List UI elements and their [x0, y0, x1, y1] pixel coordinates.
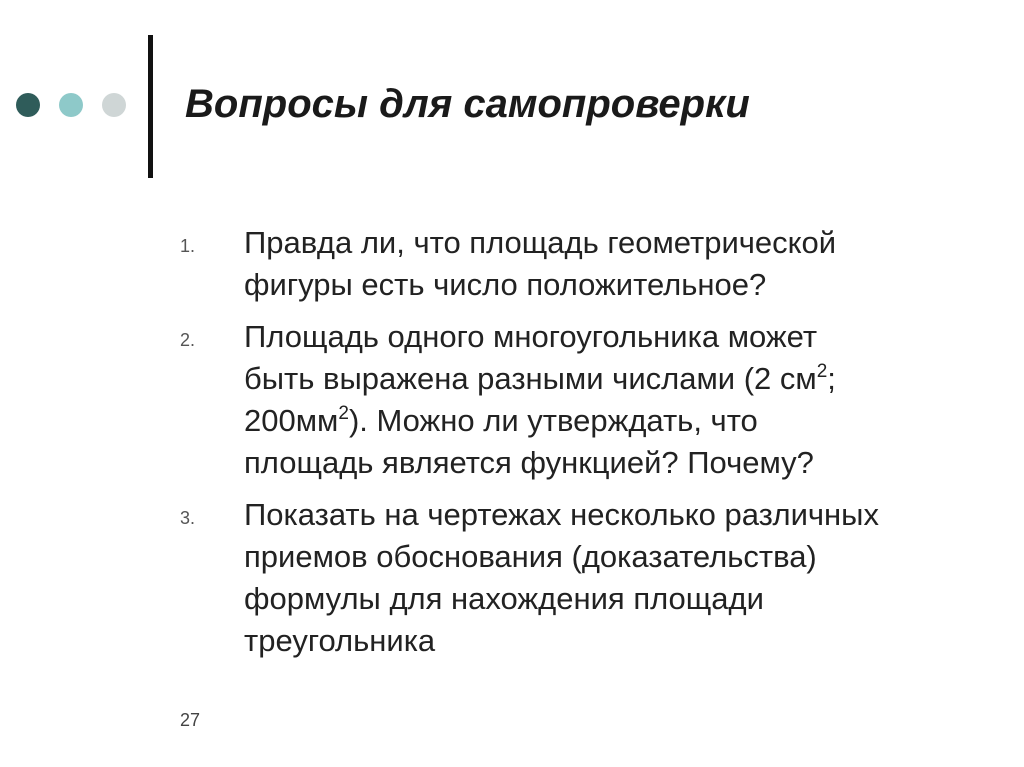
slide-title: Вопросы для самопроверки [185, 82, 750, 126]
question-text: Показать на чертежах несколько различных приемов обоснования (доказательства) формулы для нахождения площади треугольника [244, 497, 879, 658]
question-text: Правда ли, что площадь геометрической фигуры есть число положительное? [244, 225, 837, 302]
decorative-dot-dark [16, 93, 40, 117]
slide-number: 27 [180, 710, 201, 730]
question-item [180, 316, 880, 484]
superscript: 2 [816, 360, 828, 382]
superscript: 2 [338, 402, 349, 424]
question-item [180, 494, 880, 662]
title-divider [148, 35, 153, 178]
question-text-part: Площадь одного многоугольника может быть выражена разными числами (2 см [244, 319, 818, 396]
question-text-part: ; 200мм [244, 361, 836, 438]
question-list [180, 222, 880, 672]
question-item [180, 222, 880, 306]
decorative-dot-teal [59, 93, 83, 117]
question-number: 1. [180, 236, 196, 256]
question-text [244, 316, 880, 484]
question-text-part: ). Можно ли утверждать, что площадь является функцией? Почему? [244, 403, 814, 480]
decorative-dot-light [102, 93, 126, 117]
question-number: 3. [180, 508, 196, 528]
question-number: 2. [180, 330, 196, 350]
